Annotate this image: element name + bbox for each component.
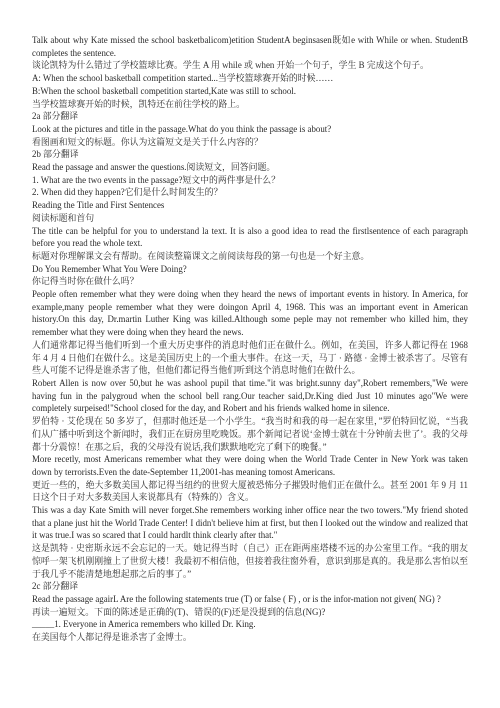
paragraph-4-en: This was a day Kate Smith will never forget.She remembers working inher office near the two towers."My friend shoted that a plane just hit the World Trade Center! I didn't believe him at first, but then I looked out the window and realized that it was true.I was so scared that I could hardlt think clearly after that." [32,505,468,541]
intro-task-zh: 谈论凯特为什么错过了学校篮球比赛。学生 A 用 while 或 when 开始一个句子，学生 B 完成这个句子。 [32,60,429,71]
section-heading-2c: 2c 部分翻译 [32,581,79,592]
question-2: 2. When did they happen?它们是什么时间发生的？ [32,187,223,198]
paragraph-2-en: Robert Allen is now over 50,but he was ashool pupil that time."it was bright.sunny day",Robert remembers,"We were having fun in the palygroud when the school bell rang.Our teacher said,Dr.King died Just 10 minutes ago"We were completely surpeised!"School closed for the day, and Robert and his friends walked home in silence. [32,377,468,414]
tip-body-zh: 标题对你理解课文会有帮助。在阅读整篇课文之前阅读每段的第一句也是一个好主意。 [32,250,370,261]
example-a: A: When the school basketball competition started...当学校篮球赛开始的时候…… [32,73,334,84]
section-heading-2b: 2b 部分翻译 [32,149,79,160]
tip-heading-zh: 阅读标题和首句 [32,212,95,223]
tip-heading-en: Reading the Title and First Sentences [32,200,165,211]
question-1: 1. What are the two events in the passage?短文中的两件事是什么？ [32,174,281,185]
paragraph-2-zh: 罗伯特 · 艾伦现在 50 多岁了，但那时他还是一个小学生。“我当时和我的母一起在家里，”罗伯特回忆说，“当我们从广播中听到这个新闻时，我们正在厨房里吃晚饭。那个新闻记者说‘金博士就在十分钟前去世了’。我的父母都十分震惊！在那之后，我的父母没有说话,我们默默地吃完了剩下的晚餐。” [32,416,468,452]
passage-title-zh: 你记得当时你在做什么吗？ [32,276,139,287]
task-2b-instruction: Read the passage and answer the questions.阅读短文，回答问题。 [32,162,276,173]
section-heading-2a: 2a 部分翻译 [32,111,79,122]
paragraph-3-en: More recetly, most Americans remember what they were doing when the World Trade Center in New York was taken down by terrorists.Even the date-September 11,2001-has meaning tomost Americans. [32,454,468,477]
paragraph-1-zh: 人们通常都记得当他们听到一个重大历史事件的消息时他们正在做什么。例如，在美国，许多人都记得在 1968 年 4 月 4 日他们在做什么。这是美国历史上的一个重大事件。在这一天，马丁 · 路德 · 金博士被杀害了。尽管有些人可能不记得是谁杀害了他，但他们都记得当他们听到这个消息时他们在做什么。 [32,339,468,376]
intro-task-en: Talk about why Kate missed the school basketbalicom)etition StudentA beginsasen既如e with While or when. StudentB completes the sentence. [32,35,468,58]
statement-1-zh: 在美国每个人都记得是谁杀害了金博士。 [32,632,192,643]
paragraph-3-zh: 更近一些的，绝大多数美国人都记得当纽约的世贸大厦被恐怖分子摧毁时他们正在做什么。甚至 2001 年 9 月 11 日这个日子对大多数美国人来说都具有（特殊的）含义。 [32,479,468,503]
tip-body-en: The title can be helpful for you to understand la text. It is also a good idea to read the firstlsentence of each paragraph before you read the whole text. [32,225,468,249]
task-2a-en: Look at the pictures and title in the passage.What do you think the passage is about? [32,123,332,134]
task-2c-en: Read the passage agairL Are the following statements true (T) or false ( F) , or is the infor-mation not given( NG) ? [32,593,441,604]
task-2c-zh: 再读一遍短文。下面的陈述是正确的(T)、错误的(F)还是没提到的信息(NG)? [32,606,326,617]
paragraph-4-zh: 这是凯特 · 史密斯永远不会忘记的一天。她记得当时（自己）正在距两座塔楼不远的办公室里工作。“我的朋友惊呼一架飞机刚刚撞上了世贸大楼！我最初不相信他，但接着我往窗外看，意识到那是真的。我是那么害怕以至于我几乎不能清楚地想起那之后的事了。” [32,543,468,579]
example-b: B:When the school basketball competition started,Kate was still to school. [32,85,296,96]
statement-1-en: _____1. Everyone in America remembers who killed Dr. King. [32,619,256,630]
task-2a-zh: 看图画和短文的标题。你认为这篇短文是关于什么内容的？ [32,136,263,147]
passage-title-en: Do You Remember What You Were Doing? [32,263,187,274]
example-b-zh: 当学校篮球赛开始的时候，凯特还在前往学校的路上。 [32,98,245,109]
paragraph-1-en: People often remember what they were doing when they heard the news of important events in history. In America, for example,many people remember what they were doingon April 4, 1968. This was an important event in American history.On this day, Dr.martin Luther King was killed.Although some peple may not remember who killed him, they remember what they were doing when they heard the news. [32,289,468,338]
